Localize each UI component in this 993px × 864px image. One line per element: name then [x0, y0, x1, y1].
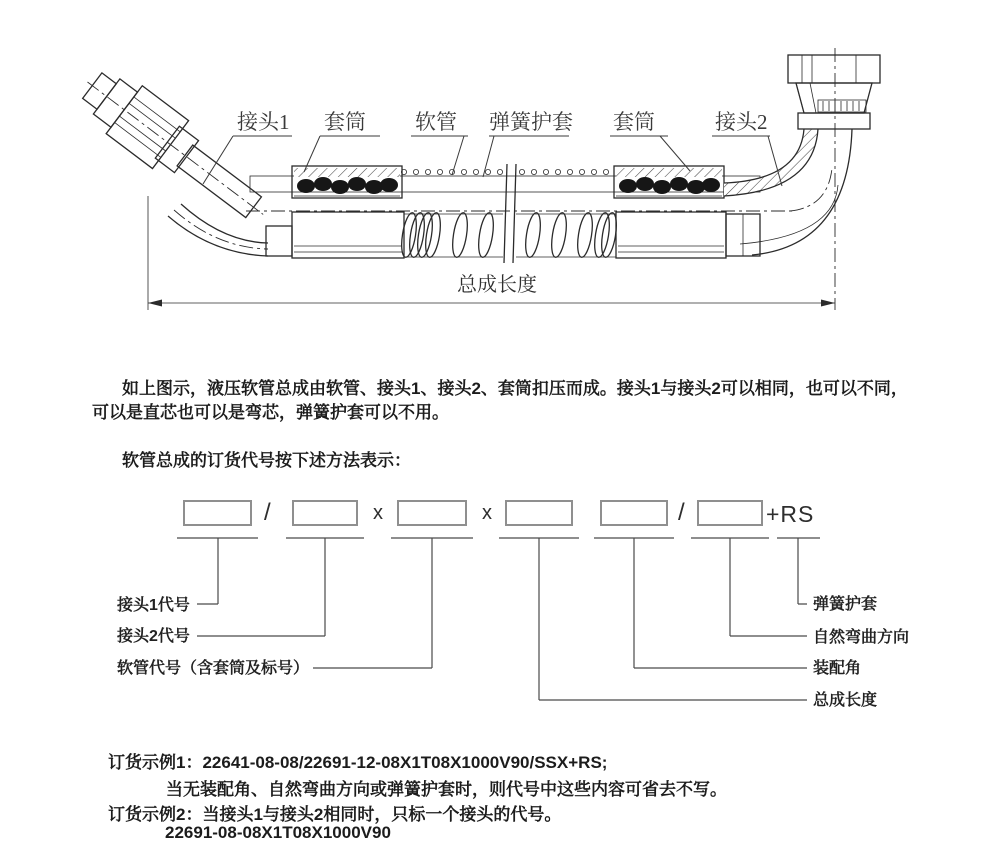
spring-guard-coils: [399, 212, 619, 258]
example-line-4: 22691-08-08X1T08X1000V90: [165, 823, 391, 842]
sleeve-right-section: [614, 166, 724, 198]
code-box-joint1: [183, 500, 252, 526]
joint1-bend-inner: [181, 204, 268, 243]
field-label-hose-code: 软管代号（含套筒及标号）: [117, 660, 310, 677]
label-joint2: 接头2: [715, 110, 768, 134]
field-label-joint2-code: 接头2代号: [117, 628, 190, 645]
code-separator-2: x: [373, 502, 383, 524]
joint1-entry-step: [266, 226, 292, 256]
code-separator-4: /: [678, 499, 685, 526]
drawing-leaders: [203, 136, 782, 186]
sleeve-left-section: [292, 166, 402, 198]
joint1-bend-centerline: [174, 210, 268, 249]
hose-assembly-drawing: [0, 0, 993, 345]
break-line-1: [504, 164, 507, 263]
dimension-label: 总成长度: [457, 274, 537, 296]
code-box-length: [505, 500, 573, 526]
spring-wire-sections: [401, 169, 608, 174]
intro-line-1: 如上图示，液压软管总成由软管、接头1、接头2、套筒扣压而成。接头1与接头2可以相同，也可以不同，: [122, 379, 908, 398]
break-line-2: [513, 164, 516, 263]
joint1-bend-outer: [168, 216, 268, 256]
dimension-overall-length: [148, 196, 835, 310]
example-line-3: 订货示例2：当接头1与接头2相同时，只标一个接头的代号。: [108, 805, 562, 824]
field-label-bend-direction: 自然弯曲方向: [813, 629, 910, 646]
code-separator-3: x: [482, 502, 492, 524]
joint2-hex-block: [726, 214, 760, 256]
label-sleeve-right: 套筒: [613, 110, 655, 134]
order-code-intro: 软管总成的订货代号按下述方法表示：: [122, 451, 411, 470]
label-sleeve-left: 套筒: [324, 110, 366, 134]
code-suffix-rs: +RS: [766, 501, 815, 527]
code-box-hose: [397, 500, 467, 526]
code-box-bend-direction: [697, 500, 763, 526]
code-separator-1: /: [264, 499, 271, 526]
joint2-fitting: [724, 55, 880, 255]
example-line-1: 订货示例1：22641-08-08/22691-12-08X1T08X1000V90/SSX+RS;: [108, 753, 608, 772]
label-spring-guard: 弹簧护套: [489, 110, 573, 134]
code-box-joint2: [292, 500, 358, 526]
intro-line-2: 可以是直芯也可以是弯芯，弹簧护套可以不用。: [92, 403, 449, 422]
sleeve-left-exterior: [292, 212, 404, 258]
sleeve-right-exterior: [616, 212, 726, 258]
field-label-assembly-angle: 装配角: [813, 660, 862, 677]
field-label-assembly-length: 总成长度: [813, 692, 878, 709]
field-label-joint1-code: 接头1代号: [117, 597, 190, 614]
label-joint1: 接头1: [237, 110, 290, 134]
label-hose: 软管: [415, 110, 457, 134]
example-line-2: 当无装配角、自然弯曲方向或弹簧护套时，则代号中这些内容可省去不写。: [166, 780, 727, 799]
field-label-spring-guard: 弹簧护套: [813, 596, 878, 613]
code-box-assembly-angle: [600, 500, 668, 526]
